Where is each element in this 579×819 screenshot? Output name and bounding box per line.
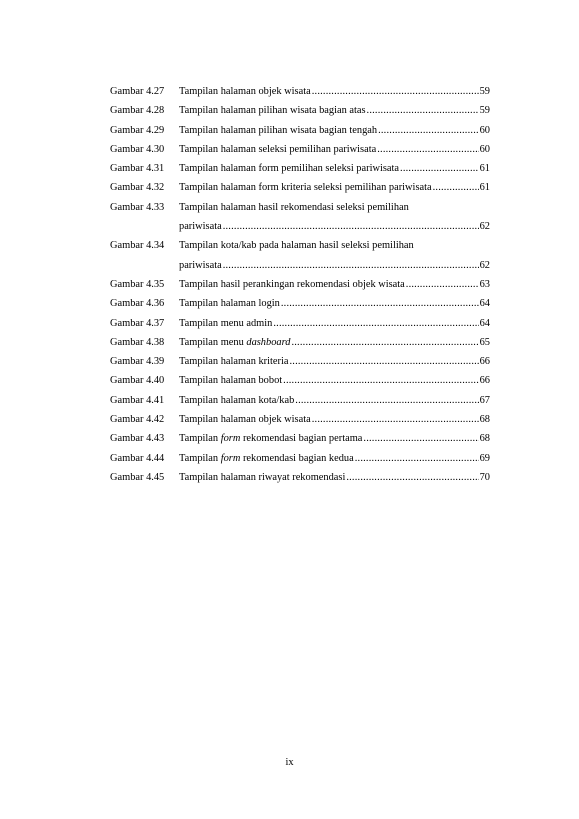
figure-label: Gambar 4.31 <box>110 163 165 175</box>
figure-caption <box>179 159 490 178</box>
dot-leader <box>223 217 479 236</box>
figure-label: Gambar 4.44 <box>110 452 165 464</box>
dot-leader <box>355 449 479 468</box>
figure-title-text-post: rekomendasi bagian kedua <box>240 452 354 464</box>
dot-leader <box>363 429 478 448</box>
figure-title <box>179 468 345 487</box>
page-ref: 70 <box>479 471 490 483</box>
page-ref: 64 <box>479 298 490 310</box>
figure-title <box>179 371 282 390</box>
caption-first-line: Tampilan halaman hasil rekomendasi seleksi pemilihan <box>179 201 409 213</box>
dot-leader <box>281 294 479 313</box>
figure-label: Gambar 4.42 <box>110 414 165 426</box>
toc-entry[interactable] <box>110 275 490 294</box>
page-ref: 66 <box>479 356 490 368</box>
figure-caption <box>179 101 490 120</box>
page-ref: 69 <box>479 452 490 464</box>
page-ref: 65 <box>479 336 490 348</box>
figure-label: Gambar 4.36 <box>110 298 165 310</box>
figure-label: Gambar 4.38 <box>110 336 165 348</box>
toc-entry[interactable] <box>110 101 490 120</box>
figure-caption <box>179 294 490 313</box>
toc-entry[interactable] <box>110 468 490 487</box>
toc-entry[interactable] <box>110 140 490 159</box>
figure-label: Gambar 4.41 <box>110 394 165 406</box>
toc-entry[interactable] <box>110 333 490 352</box>
dot-leader <box>377 140 478 159</box>
page-ref: 59 <box>479 105 490 117</box>
figure-label: Gambar 4.37 <box>110 317 165 329</box>
figure-title-italic: form <box>220 452 241 464</box>
figure-label: Gambar 4.40 <box>110 375 165 387</box>
figure-label: Gambar 4.29 <box>110 124 165 136</box>
figure-label: Gambar 4.35 <box>110 278 165 290</box>
figure-title-text: pariwisata <box>179 259 222 271</box>
toc-entry[interactable] <box>110 198 490 237</box>
figure-title <box>179 275 405 294</box>
figure-title-text: Tampilan halaman pilihan wisata bagian atas <box>179 105 366 117</box>
figure-title-text: pariwisata <box>179 221 222 233</box>
page-number: ix <box>285 757 294 768</box>
figure-title <box>179 294 280 313</box>
figure-caption <box>179 236 490 275</box>
figure-label: Gambar 4.27 <box>110 86 165 97</box>
toc-entry[interactable] <box>110 449 490 468</box>
figure-title <box>179 82 311 101</box>
dot-leader <box>433 178 479 197</box>
page-ref: 60 <box>479 143 490 155</box>
toc-entry[interactable] <box>110 410 490 429</box>
page-ref: 60 <box>479 124 490 136</box>
figure-caption <box>179 429 490 448</box>
figure-label: Gambar 4.43 <box>110 433 165 445</box>
page-ref: 59 <box>479 86 490 97</box>
figure-title <box>179 256 222 275</box>
figure-title-text: Tampilan halaman pilihan wisata bagian tengah <box>179 124 378 136</box>
figure-title-text: Tampilan halaman form pemilihan seleksi pariwisata <box>179 163 400 175</box>
page-ref: 61 <box>479 163 490 175</box>
toc-entry[interactable] <box>110 294 490 313</box>
toc-entry[interactable] <box>110 391 490 410</box>
dot-leader <box>283 371 478 390</box>
figure-title <box>179 101 366 120</box>
toc-entry[interactable] <box>110 429 490 448</box>
figure-title-italic: form <box>220 433 241 445</box>
figure-label: Gambar 4.34 <box>110 240 165 252</box>
figure-title-text: Tampilan halaman kota/kab <box>179 394 295 406</box>
figure-label: Gambar 4.28 <box>110 105 165 117</box>
toc-entry[interactable] <box>110 82 490 101</box>
page-ref: 62 <box>479 221 490 233</box>
toc-entry[interactable] <box>110 314 490 333</box>
figure-title-text: Tampilan halaman form kriteria seleksi pemilihan pariwisata <box>179 182 432 194</box>
page-ref: 66 <box>479 375 490 387</box>
figure-title-italic: dashboard <box>246 336 291 348</box>
dot-leader <box>406 275 479 294</box>
figure-label: Gambar 4.45 <box>110 471 165 483</box>
figure-title <box>179 449 354 468</box>
dot-leader <box>367 101 479 120</box>
figure-caption <box>179 178 490 197</box>
figure-title-text: Tampilan halaman seleksi pemilihan pariwisata <box>179 143 377 155</box>
figure-title-text: Tampilan halaman login <box>179 298 280 310</box>
dot-leader <box>400 159 479 178</box>
dot-leader <box>378 121 479 140</box>
figure-caption <box>179 82 490 101</box>
page-ref: 63 <box>479 278 490 290</box>
figure-label: Gambar 4.30 <box>110 143 165 155</box>
figure-title <box>179 159 399 178</box>
figure-title-text-post: rekomendasi bagian pertama <box>240 433 363 445</box>
figure-title-text: Tampilan <box>179 433 221 445</box>
figure-title-text: Tampilan halaman bobot <box>179 375 283 387</box>
dot-leader <box>223 256 479 275</box>
page-ref: 68 <box>479 414 490 426</box>
figure-label: Gambar 4.39 <box>110 356 165 368</box>
caption-first-line: Tampilan kota/kab pada halaman hasil seleksi pemilihan <box>179 240 414 252</box>
figure-title-text: Tampilan halaman kriteria <box>179 356 289 368</box>
figure-label: Gambar 4.32 <box>110 182 165 194</box>
figure-title <box>179 217 222 236</box>
dot-leader <box>295 391 478 410</box>
figure-label: Gambar 4.33 <box>110 201 165 213</box>
figure-title-text: Tampilan halaman riwayat rekomendasi <box>179 471 346 483</box>
figure-title <box>179 314 272 333</box>
figure-title-text: Tampilan menu <box>179 336 247 348</box>
figure-title-text: Tampilan menu admin <box>179 317 273 329</box>
figure-title <box>179 333 290 352</box>
figure-caption <box>179 410 490 429</box>
figure-caption <box>179 140 490 159</box>
toc-entry[interactable] <box>110 371 490 390</box>
figure-caption <box>179 468 490 487</box>
page-ref: 67 <box>479 394 490 406</box>
toc-entry[interactable] <box>110 159 490 178</box>
dot-leader <box>346 468 478 487</box>
page-ref: 62 <box>479 259 490 271</box>
toc-entry[interactable] <box>110 121 490 140</box>
figure-title-text: Tampilan hasil perankingan rekomendasi objek wisata <box>179 278 405 290</box>
figure-caption <box>179 333 490 352</box>
toc-entry[interactable] <box>110 352 490 371</box>
figure-title <box>179 121 377 140</box>
figure-title <box>179 140 376 159</box>
figure-caption <box>179 391 490 410</box>
figure-caption <box>179 449 490 468</box>
figure-title <box>179 352 288 371</box>
figure-caption <box>179 198 490 237</box>
page-ref: 61 <box>479 182 490 194</box>
figure-title-text: Tampilan halaman objek wisata <box>179 86 311 97</box>
dot-leader <box>273 314 478 333</box>
dot-leader <box>291 333 478 352</box>
figure-title <box>179 410 311 429</box>
figure-caption <box>179 352 490 371</box>
figure-caption <box>179 275 490 294</box>
figure-title-text: Tampilan <box>179 452 221 464</box>
figure-caption <box>179 371 490 390</box>
page-ref: 64 <box>479 317 490 329</box>
toc-entry[interactable] <box>110 236 490 275</box>
toc-entry[interactable] <box>110 178 490 197</box>
figure-title-text: Tampilan halaman objek wisata <box>179 414 311 426</box>
dot-leader <box>312 410 479 429</box>
figure-title <box>179 178 432 197</box>
list-of-figures <box>110 82 490 487</box>
figure-title <box>179 391 294 410</box>
dot-leader <box>289 352 478 371</box>
figure-caption <box>179 121 490 140</box>
page-ref: 68 <box>479 433 490 445</box>
dot-leader <box>312 82 479 101</box>
figure-title <box>179 429 362 448</box>
figure-caption <box>179 314 490 333</box>
